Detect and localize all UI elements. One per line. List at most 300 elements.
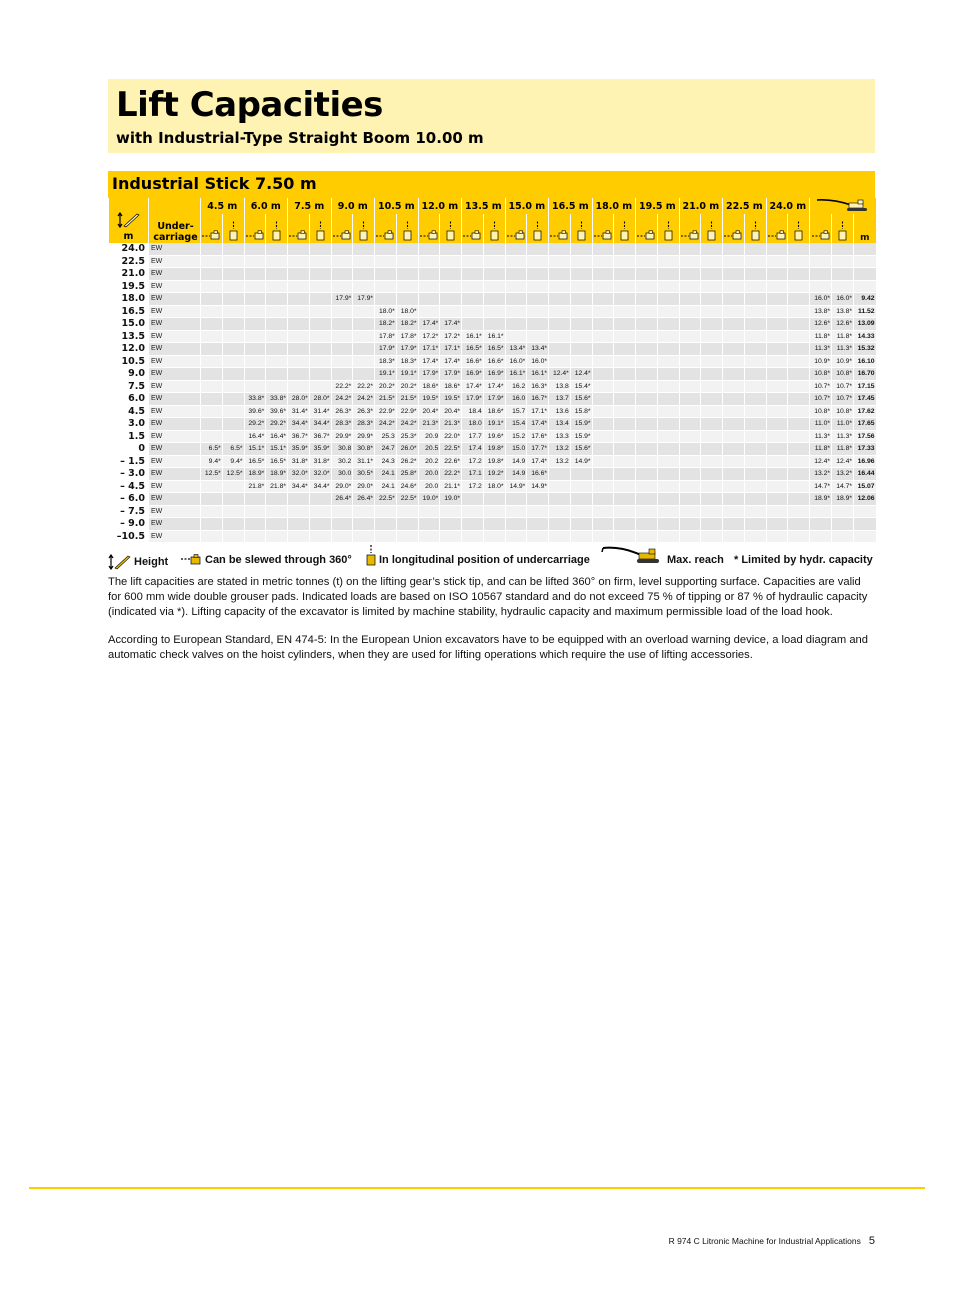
max-reach-value: 14.33 bbox=[854, 330, 876, 343]
capacity-cell: 15.7 bbox=[505, 405, 527, 418]
capacity-cell bbox=[679, 493, 701, 506]
stick-section-bar bbox=[108, 171, 875, 198]
max-reach-capacity: 13.8* bbox=[832, 305, 854, 318]
max-reach-capacity bbox=[810, 518, 832, 531]
max-reach-excavator-icon bbox=[815, 198, 871, 211]
capacity-cell: 19.5* bbox=[418, 393, 440, 406]
capacity-cell: 15.6* bbox=[570, 393, 592, 406]
capacity-cell bbox=[375, 518, 397, 531]
capacity-cell bbox=[201, 393, 223, 406]
table-row bbox=[109, 418, 876, 431]
capacity-cell bbox=[701, 330, 723, 343]
capacity-cell bbox=[788, 368, 810, 381]
capacity-cell bbox=[244, 293, 266, 306]
capacity-cell: 20.2 bbox=[418, 455, 440, 468]
capacity-cell: 21.8* bbox=[266, 480, 288, 493]
capacity-cell: 28.0* bbox=[288, 393, 310, 406]
capacity-cell bbox=[636, 255, 658, 268]
capacity-cell bbox=[744, 330, 766, 343]
capacity-cell bbox=[353, 368, 375, 381]
capacity-cell bbox=[222, 318, 244, 331]
capacity-cell bbox=[592, 318, 614, 331]
capacity-cell bbox=[744, 468, 766, 481]
capacity-cell bbox=[288, 530, 310, 543]
capacity-cell bbox=[592, 268, 614, 281]
capacity-cell bbox=[462, 268, 484, 281]
undercarriage-value: EW bbox=[149, 393, 201, 406]
capacity-cell bbox=[288, 518, 310, 531]
capacity-cell bbox=[201, 418, 223, 431]
capacity-cell bbox=[570, 318, 592, 331]
capacity-cell bbox=[744, 380, 766, 393]
capacity-cell bbox=[723, 293, 745, 306]
capacity-cell: 25.3 bbox=[375, 430, 397, 443]
capacity-cell bbox=[396, 530, 418, 543]
capacity-cell bbox=[222, 518, 244, 531]
capacity-cell bbox=[462, 243, 484, 255]
max-reach-capacity: 13.2* bbox=[832, 468, 854, 481]
capacity-cell: 19.5* bbox=[440, 393, 462, 406]
capacity-cell: 34.4* bbox=[288, 480, 310, 493]
capacity-cell bbox=[701, 505, 723, 518]
capacity-cell bbox=[614, 380, 636, 393]
capacity-cell bbox=[266, 530, 288, 543]
capacity-cell bbox=[592, 343, 614, 356]
capacity-cell bbox=[766, 468, 788, 481]
slew-subheader bbox=[723, 214, 745, 243]
capacity-cell: 18.6* bbox=[418, 380, 440, 393]
capacity-cell bbox=[353, 505, 375, 518]
slew-360-icon bbox=[288, 230, 308, 241]
capacity-cell bbox=[353, 318, 375, 331]
longitudinal-subheader bbox=[614, 214, 636, 243]
capacity-cell bbox=[788, 480, 810, 493]
capacity-cell bbox=[701, 255, 723, 268]
capacity-cell: 16.6* bbox=[462, 355, 484, 368]
max-reach-capacity: 10.9* bbox=[832, 355, 854, 368]
height-boom-icon bbox=[108, 554, 132, 570]
capacity-cell: 24.1 bbox=[375, 480, 397, 493]
slew-subheader bbox=[505, 214, 527, 243]
capacity-cell bbox=[636, 305, 658, 318]
capacity-cell bbox=[657, 443, 679, 456]
longitudinal-subheader bbox=[832, 214, 854, 243]
capacity-cell: 18.0* bbox=[483, 480, 505, 493]
table-row bbox=[109, 355, 876, 368]
capacity-cell: 25.8* bbox=[396, 468, 418, 481]
capacity-cell bbox=[657, 355, 679, 368]
capacity-cell bbox=[244, 305, 266, 318]
capacity-cell bbox=[657, 505, 679, 518]
max-reach-capacity: 11.3* bbox=[810, 430, 832, 443]
radius-header-4: 10.5 m bbox=[375, 198, 419, 214]
capacity-cell bbox=[505, 255, 527, 268]
capacity-cell: 16.4* bbox=[266, 430, 288, 443]
slew-360-icon bbox=[180, 554, 202, 566]
capacity-cell bbox=[222, 330, 244, 343]
capacity-cell bbox=[592, 405, 614, 418]
table-row bbox=[109, 280, 876, 293]
capacity-cell: 24.6* bbox=[396, 480, 418, 493]
capacity-cell bbox=[244, 268, 266, 281]
capacity-cell bbox=[570, 243, 592, 255]
capacity-cell bbox=[788, 468, 810, 481]
radius-header-5: 12.0 m bbox=[418, 198, 462, 214]
capacity-cell bbox=[288, 343, 310, 356]
capacity-cell bbox=[462, 493, 484, 506]
capacity-cell bbox=[505, 318, 527, 331]
capacity-cell bbox=[570, 268, 592, 281]
capacity-cell bbox=[222, 493, 244, 506]
capacity-cell bbox=[418, 518, 440, 531]
capacity-cell: 30.8* bbox=[353, 443, 375, 456]
max-reach-unit: m bbox=[854, 214, 876, 243]
capacity-cell bbox=[353, 305, 375, 318]
capacity-cell: 17.4* bbox=[483, 380, 505, 393]
capacity-cell bbox=[788, 455, 810, 468]
capacity-cell bbox=[614, 318, 636, 331]
slew-360-icon bbox=[593, 230, 613, 241]
longitudinal-icon bbox=[838, 221, 847, 241]
capacity-cell bbox=[701, 468, 723, 481]
capacity-cell: 19.1* bbox=[375, 368, 397, 381]
capacity-cell: 16.0 bbox=[505, 393, 527, 406]
capacity-cell: 16.1* bbox=[505, 368, 527, 381]
capacity-cell bbox=[679, 518, 701, 531]
capacity-cell bbox=[353, 330, 375, 343]
capacity-cell: 22.2* bbox=[331, 380, 353, 393]
capacity-cell bbox=[331, 518, 353, 531]
capacity-cell bbox=[201, 430, 223, 443]
capacity-cell bbox=[614, 505, 636, 518]
capacity-cell bbox=[679, 355, 701, 368]
longitudinal-icon bbox=[403, 221, 412, 241]
max-reach-capacity: 10.7* bbox=[810, 380, 832, 393]
capacity-cell: 15.1* bbox=[266, 443, 288, 456]
capacity-cell: 16.3* bbox=[527, 380, 549, 393]
table-row bbox=[109, 243, 876, 255]
capacity-cell: 24.2* bbox=[331, 393, 353, 406]
capacity-cell bbox=[244, 243, 266, 255]
capacity-cell bbox=[614, 268, 636, 281]
capacity-cell bbox=[592, 480, 614, 493]
max-reach-capacity: 10.8* bbox=[810, 368, 832, 381]
capacity-cell: 22.2* bbox=[353, 380, 375, 393]
max-reach-capacity: 11.8* bbox=[810, 330, 832, 343]
longitudinal-subheader bbox=[440, 214, 462, 243]
capacity-cell bbox=[788, 330, 810, 343]
table-row bbox=[109, 255, 876, 268]
table-row bbox=[109, 518, 876, 531]
slew-subheader bbox=[462, 214, 484, 243]
max-reach-capacity: 11.3* bbox=[832, 343, 854, 356]
capacity-cell bbox=[222, 355, 244, 368]
capacity-cell: 28.3* bbox=[353, 418, 375, 431]
capacity-cell: 15.2 bbox=[505, 430, 527, 443]
table-row bbox=[109, 505, 876, 518]
capacity-cell bbox=[527, 243, 549, 255]
capacity-cell bbox=[592, 355, 614, 368]
capacity-cell bbox=[549, 518, 571, 531]
capacity-cell bbox=[657, 243, 679, 255]
max-reach-excavator-icon bbox=[601, 545, 663, 565]
capacity-cell bbox=[222, 380, 244, 393]
max-reach-value: 16.96 bbox=[854, 455, 876, 468]
capacity-cell bbox=[309, 318, 331, 331]
capacity-cell bbox=[288, 280, 310, 293]
height-value: 24.0 bbox=[109, 243, 149, 255]
legend-longitudinal: In longitudinal position of undercarriage bbox=[366, 544, 590, 566]
capacity-cell bbox=[440, 305, 462, 318]
capacity-cell bbox=[679, 505, 701, 518]
undercarriage-value: EW bbox=[149, 380, 201, 393]
capacity-cell bbox=[614, 530, 636, 543]
capacity-cell bbox=[570, 355, 592, 368]
capacity-cell bbox=[505, 530, 527, 543]
slew-subheader bbox=[549, 214, 571, 243]
max-reach-capacity bbox=[832, 530, 854, 543]
capacity-cell bbox=[222, 255, 244, 268]
slew-360-icon bbox=[506, 230, 526, 241]
capacity-cell bbox=[440, 280, 462, 293]
capacity-cell: 15.9* bbox=[570, 418, 592, 431]
height-value: 15.0 bbox=[109, 318, 149, 331]
capacity-cell bbox=[201, 255, 223, 268]
capacity-cell bbox=[549, 355, 571, 368]
capacity-cell bbox=[418, 280, 440, 293]
capacity-cell: 29.2* bbox=[244, 418, 266, 431]
max-reach-value: 17.65 bbox=[854, 418, 876, 431]
capacity-cell bbox=[266, 255, 288, 268]
capacity-cell: 17.9* bbox=[353, 293, 375, 306]
undercarriage-value: EW bbox=[149, 505, 201, 518]
capacity-cell: 14.9 bbox=[505, 468, 527, 481]
height-value: 19.5 bbox=[109, 280, 149, 293]
capacity-cell bbox=[440, 243, 462, 255]
capacity-cell: 16.5* bbox=[483, 343, 505, 356]
capacity-cell bbox=[614, 455, 636, 468]
capacity-cell: 14.9* bbox=[527, 480, 549, 493]
capacity-cell bbox=[766, 355, 788, 368]
longitudinal-icon bbox=[316, 221, 325, 241]
capacity-cell bbox=[331, 280, 353, 293]
capacity-cell bbox=[288, 330, 310, 343]
longitudinal-icon bbox=[794, 221, 803, 241]
capacity-cell bbox=[636, 518, 658, 531]
capacity-cell bbox=[701, 530, 723, 543]
max-reach-capacity: 10.9* bbox=[810, 355, 832, 368]
capacity-cell bbox=[679, 480, 701, 493]
capacity-cell: 31.4* bbox=[288, 405, 310, 418]
page-header bbox=[108, 79, 875, 153]
capacity-cell bbox=[353, 268, 375, 281]
capacity-cell bbox=[222, 405, 244, 418]
capacity-cell: 13.6 bbox=[549, 405, 571, 418]
capacity-cell bbox=[657, 330, 679, 343]
capacity-cell bbox=[592, 418, 614, 431]
page-title: Lift Capacities bbox=[116, 85, 383, 125]
capacity-cell: 22.9* bbox=[375, 405, 397, 418]
capacity-cell bbox=[723, 480, 745, 493]
capacity-cell bbox=[657, 255, 679, 268]
capacity-cell bbox=[331, 255, 353, 268]
capacity-cell: 18.3* bbox=[396, 355, 418, 368]
capacity-cell: 30.0 bbox=[331, 468, 353, 481]
table-row bbox=[109, 380, 876, 393]
capacity-cell bbox=[592, 505, 614, 518]
max-reach-capacity bbox=[810, 243, 832, 255]
longitudinal-subheader bbox=[701, 214, 723, 243]
slew-360-icon bbox=[811, 230, 831, 241]
capacity-cell: 31.8* bbox=[288, 455, 310, 468]
max-reach-value: 15.07 bbox=[854, 480, 876, 493]
longitudinal-subheader bbox=[657, 214, 679, 243]
height-unit: m bbox=[123, 231, 134, 242]
capacity-cell bbox=[723, 405, 745, 418]
capacity-cell bbox=[788, 530, 810, 543]
undercarriage-value: EW bbox=[149, 405, 201, 418]
capacity-cell bbox=[592, 293, 614, 306]
table-row bbox=[109, 368, 876, 381]
capacity-cell bbox=[657, 318, 679, 331]
capacity-cell bbox=[201, 405, 223, 418]
undercarriage-column-header: Under- carriage bbox=[149, 198, 201, 243]
capacity-cell bbox=[244, 318, 266, 331]
capacity-cell bbox=[375, 505, 397, 518]
longitudinal-icon bbox=[577, 221, 586, 241]
radius-header-0: 4.5 m bbox=[201, 198, 245, 214]
capacity-cell bbox=[701, 380, 723, 393]
capacity-cell bbox=[657, 268, 679, 281]
capacity-cell bbox=[766, 530, 788, 543]
capacity-cell bbox=[244, 280, 266, 293]
capacity-cell bbox=[244, 518, 266, 531]
legend bbox=[108, 550, 875, 572]
height-value: 18.0 bbox=[109, 293, 149, 306]
capacity-cell: 17.1* bbox=[418, 343, 440, 356]
slew-subheader bbox=[418, 214, 440, 243]
capacity-cell: 18.9* bbox=[266, 468, 288, 481]
capacity-cell bbox=[375, 293, 397, 306]
capacity-cell: 16.7* bbox=[527, 393, 549, 406]
capacity-cell bbox=[657, 380, 679, 393]
undercarriage-value: EW bbox=[149, 318, 201, 331]
capacity-cell: 30.5* bbox=[353, 468, 375, 481]
capacity-cell bbox=[549, 493, 571, 506]
capacity-cell bbox=[744, 343, 766, 356]
capacity-cell bbox=[766, 268, 788, 281]
capacity-cell bbox=[766, 443, 788, 456]
capacity-cell bbox=[614, 305, 636, 318]
capacity-cell bbox=[375, 280, 397, 293]
capacity-cell bbox=[657, 305, 679, 318]
capacity-cell bbox=[309, 380, 331, 393]
radius-header-8: 16.5 m bbox=[549, 198, 593, 214]
capacity-cell: 17.9* bbox=[418, 368, 440, 381]
capacity-cell: 17.9* bbox=[396, 343, 418, 356]
undercarriage-value: EW bbox=[149, 493, 201, 506]
capacity-cell: 34.4* bbox=[309, 480, 331, 493]
capacity-cell bbox=[527, 293, 549, 306]
capacity-cell bbox=[744, 405, 766, 418]
capacity-cell: 35.9* bbox=[288, 443, 310, 456]
max-reach-value bbox=[854, 280, 876, 293]
capacity-cell bbox=[527, 280, 549, 293]
capacity-cell: 17.8* bbox=[375, 330, 397, 343]
capacity-cell bbox=[636, 380, 658, 393]
radius-header-7: 15.0 m bbox=[505, 198, 549, 214]
capacity-cell: 17.4* bbox=[462, 380, 484, 393]
footer-text: R 974 C Litronic Machine for Industrial Applications bbox=[668, 1236, 861, 1246]
capacity-cell bbox=[744, 443, 766, 456]
capacity-cell: 29.9* bbox=[353, 430, 375, 443]
capacity-cell bbox=[483, 493, 505, 506]
max-reach-value: 17.15 bbox=[854, 380, 876, 393]
capacity-cell bbox=[614, 255, 636, 268]
capacity-cell bbox=[744, 305, 766, 318]
capacity-cell bbox=[527, 318, 549, 331]
capacity-cell bbox=[701, 243, 723, 255]
capacity-cell bbox=[309, 243, 331, 255]
capacity-cell: 12.4* bbox=[549, 368, 571, 381]
capacity-cell bbox=[462, 305, 484, 318]
max-reach-capacity: 10.7* bbox=[832, 380, 854, 393]
undercarriage-value: EW bbox=[149, 330, 201, 343]
capacity-cell bbox=[657, 518, 679, 531]
capacity-cell bbox=[570, 330, 592, 343]
capacity-cell bbox=[331, 330, 353, 343]
max-reach-value bbox=[854, 518, 876, 531]
capacity-cell: 18.4 bbox=[462, 405, 484, 418]
capacity-cell bbox=[570, 518, 592, 531]
capacity-cell bbox=[309, 268, 331, 281]
capacity-cell: 21.1* bbox=[440, 480, 462, 493]
capacity-cell bbox=[309, 343, 331, 356]
table-row bbox=[109, 405, 876, 418]
capacity-cell: 33.8* bbox=[244, 393, 266, 406]
capacity-cell bbox=[570, 530, 592, 543]
capacity-cell: 26.0* bbox=[396, 443, 418, 456]
undercarriage-value: EW bbox=[149, 305, 201, 318]
capacity-cell bbox=[375, 268, 397, 281]
capacity-cell bbox=[440, 255, 462, 268]
capacity-cell bbox=[766, 518, 788, 531]
capacity-cell bbox=[483, 505, 505, 518]
capacity-cell bbox=[483, 255, 505, 268]
capacity-cell bbox=[723, 518, 745, 531]
capacity-cell bbox=[614, 418, 636, 431]
capacity-cell: 18.2* bbox=[375, 318, 397, 331]
capacity-cell bbox=[744, 243, 766, 255]
capacity-cell: 15.6* bbox=[570, 443, 592, 456]
capacity-cell: 24.2* bbox=[375, 418, 397, 431]
capacity-cell: 21.3* bbox=[418, 418, 440, 431]
height-value: 21.0 bbox=[109, 268, 149, 281]
max-reach-value bbox=[854, 255, 876, 268]
capacity-cell: 34.4* bbox=[309, 418, 331, 431]
capacity-cell: 16.2 bbox=[505, 380, 527, 393]
capacity-cell: 22.5* bbox=[440, 443, 462, 456]
capacity-cell: 19.1* bbox=[396, 368, 418, 381]
capacity-cell bbox=[592, 455, 614, 468]
capacity-cell bbox=[788, 255, 810, 268]
max-reach-capacity: 12.6* bbox=[832, 318, 854, 331]
max-reach-value: 12.06 bbox=[854, 493, 876, 506]
capacity-cell: 26.2* bbox=[396, 455, 418, 468]
capacity-cell bbox=[636, 480, 658, 493]
capacity-cell: 19.8* bbox=[483, 455, 505, 468]
capacity-cell bbox=[309, 530, 331, 543]
